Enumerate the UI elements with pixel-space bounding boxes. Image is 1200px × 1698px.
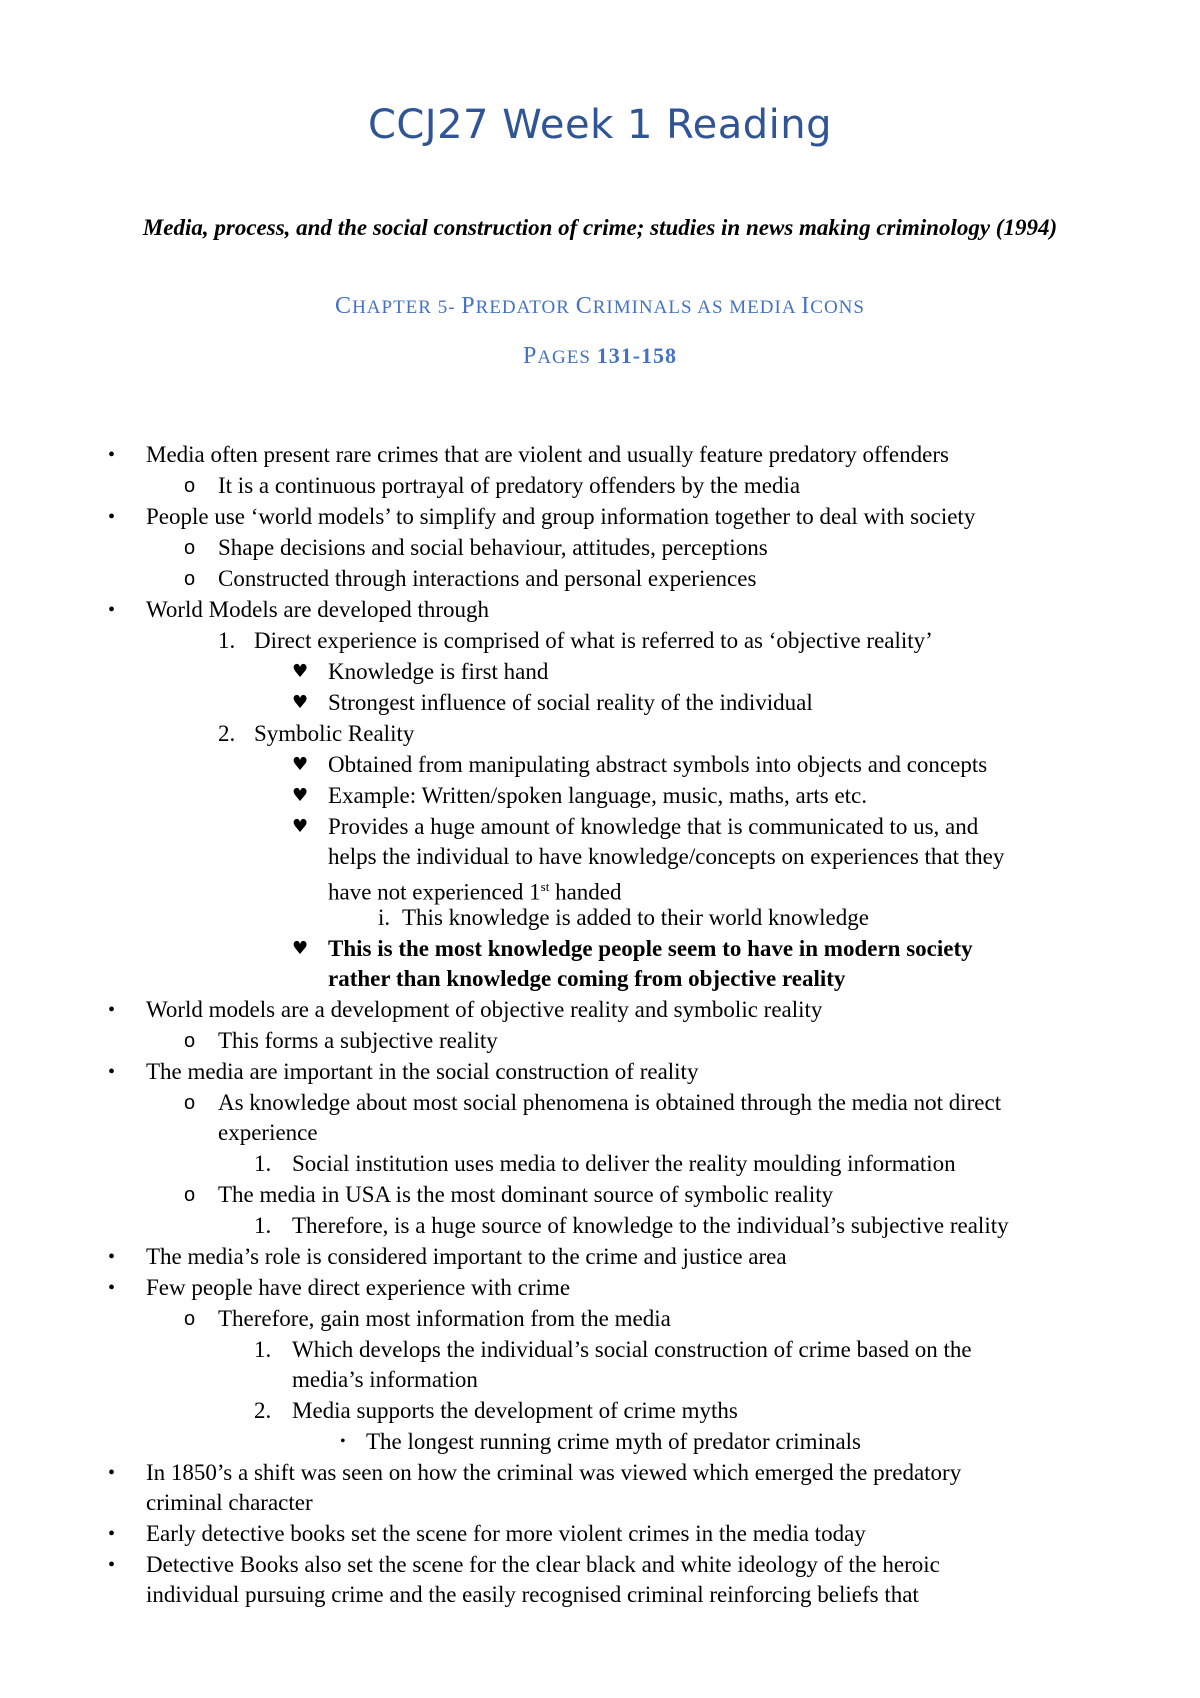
bullet-icon: •	[108, 1277, 116, 1299]
chapter-cap-c: C	[335, 293, 353, 319]
pages-text: AGES	[537, 347, 597, 368]
bullet-icon: •	[108, 599, 116, 621]
heart-bullet-icon: ♥	[292, 754, 309, 775]
heart-bullet-icon: ♥	[292, 661, 309, 682]
list-item: It is a continuous portrayal of predatory offenders by the media	[218, 473, 801, 498]
small-bullet-icon: •	[340, 1433, 346, 1450]
list-item: Shape decisions and social behaviour, attitudes, perceptions	[218, 535, 768, 560]
list-item: Strongest influence of social reality of the individual	[328, 690, 813, 715]
list-item: Which develops the individual’s social construction of crime based on the	[292, 1337, 972, 1362]
bullet-icon: •	[108, 1523, 116, 1545]
list-number: i.	[378, 905, 391, 930]
list-item: Early detective books set the scene for more violent crimes in the media today	[146, 1521, 866, 1546]
bullet-icon: •	[108, 999, 116, 1021]
bullet-icon: •	[108, 1462, 116, 1484]
bullet-icon: •	[108, 1061, 116, 1083]
superscript: st	[540, 879, 550, 894]
list-item-continuation: experience	[218, 1120, 318, 1145]
list-item: Obtained from manipulating abstract symbols into objects and concepts	[328, 752, 988, 777]
list-item: Media often present rare crimes that are violent and usually feature predatory offenders	[146, 442, 949, 467]
list-item: This knowledge is added to their world knowledge	[402, 905, 869, 930]
chapter-text-3: RIMINALS AS MEDIA	[592, 297, 802, 318]
sub-bullet-icon: o	[184, 1092, 196, 1114]
pages-range: 131-158	[596, 343, 678, 368]
sub-bullet-icon: o	[184, 1184, 196, 1206]
list-item: The media are important in the social construction of reality	[146, 1059, 699, 1084]
list-item: Social institution uses media to deliver the reality moulding information	[292, 1151, 956, 1176]
list-item: World models are a development of objective reality and symbolic reality	[146, 997, 823, 1022]
sub-bullet-icon: o	[184, 475, 196, 497]
list-number: 1.	[254, 1337, 272, 1362]
list-item: Therefore, gain most information from the media	[218, 1306, 671, 1331]
list-item: Direct experience is comprised of what is referred to as ‘objective reality’	[254, 628, 933, 653]
sub-bullet-icon: o	[184, 1308, 196, 1330]
list-item-continuation: media’s information	[292, 1367, 478, 1392]
list-number: 1.	[254, 1213, 272, 1238]
list-item: People use ‘world models’ to simplify and group information together to deal with society	[146, 504, 976, 529]
list-number: 1.	[254, 1151, 272, 1176]
pages-heading	[0, 341, 1200, 371]
sub-bullet-icon: o	[184, 537, 196, 559]
chapter-cap-i: I	[801, 293, 811, 319]
list-item: The longest running crime myth of predator criminals	[366, 1429, 862, 1454]
list-number: 2.	[254, 1398, 272, 1423]
bullet-icon: •	[108, 1246, 116, 1268]
list-item: Symbolic Reality	[254, 721, 415, 746]
page-title: CCJ27 Week 1 Reading	[367, 102, 833, 148]
list-item: Example: Written/spoken language, music, maths, arts etc.	[328, 783, 868, 808]
sub-bullet-icon: o	[184, 568, 196, 590]
list-item: World Models are developed through	[146, 597, 490, 622]
heart-bullet-icon: ♥	[292, 938, 309, 959]
list-item: Constructed through interactions and personal experiences	[218, 566, 757, 591]
list-item-continuation: criminal character	[146, 1490, 313, 1515]
list-item: Media supports the development of crime myths	[292, 1398, 738, 1423]
list-item-continuation: rather than knowledge coming from objective reality	[328, 966, 846, 991]
pages-cap-p: P	[522, 343, 538, 369]
list-item-continuation: individual pursuing crime and the easily recognised criminal reinforcing beliefs that	[146, 1582, 919, 1607]
sub-bullet-icon: o	[184, 1030, 196, 1052]
bullet-icon: •	[108, 506, 116, 528]
bullet-icon: •	[108, 444, 116, 466]
list-number: 2.	[218, 721, 236, 746]
chapter-text-2: REDATOR	[475, 297, 576, 318]
list-item: Few people have direct experience with crime	[146, 1275, 571, 1300]
chapter-text-4: CONS	[810, 297, 865, 318]
list-item: Therefore, is a huge source of knowledge to the individual’s subjective reality	[292, 1213, 1009, 1238]
list-item: Knowledge is first hand	[328, 659, 549, 684]
text-part: have not experienced 1	[328, 879, 541, 905]
list-item: As knowledge about most social phenomena is obtained through the media not direct	[218, 1090, 1002, 1115]
chapter-heading	[0, 293, 1200, 320]
chapter-cap-cr: C	[575, 293, 593, 319]
list-item: The media’s role is considered important to the crime and justice area	[146, 1244, 787, 1269]
bullet-icon: •	[108, 1554, 116, 1576]
list-item: Provides a huge amount of knowledge that is communicated to us, and	[328, 814, 979, 839]
list-item: Detective Books also set the scene for the clear black and white ideology of the heroic	[146, 1552, 940, 1577]
chapter-cap-p: P	[461, 293, 476, 319]
list-item: This is the most knowledge people seem to have in modern society	[328, 936, 973, 961]
chapter-text-1: HAPTER 5-	[352, 297, 462, 318]
list-number: 1.	[218, 628, 236, 653]
heart-bullet-icon: ♥	[292, 692, 309, 713]
list-item: The media in USA is the most dominant source of symbolic reality	[218, 1182, 834, 1207]
list-item-continuation: helps the individual to have knowledge/concepts on experiences that they	[328, 844, 1005, 869]
text-part: handed	[549, 879, 622, 905]
heart-bullet-icon: ♥	[292, 785, 309, 806]
list-item: This forms a subjective reality	[218, 1028, 498, 1053]
heart-bullet-icon: ♥	[292, 816, 309, 837]
book-citation: Media, process, and the social construction of crime; studies in news making criminology (1994)	[142, 215, 1058, 240]
list-item: In 1850’s a shift was seen on how the criminal was viewed which emerged the predatory	[146, 1460, 962, 1485]
